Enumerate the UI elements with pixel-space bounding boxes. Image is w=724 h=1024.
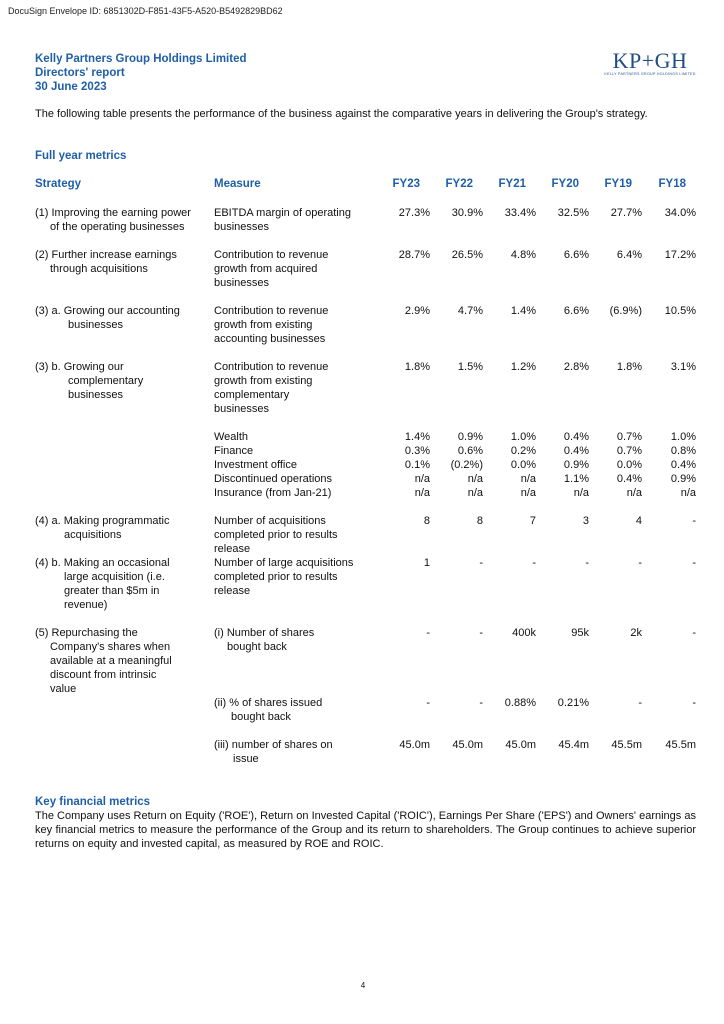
value-line: 0.0%	[616, 459, 642, 471]
strategy-line: (4) a. Making programmatic	[35, 515, 170, 527]
value-cell-fy21: 7	[529, 515, 536, 527]
measure-line: bought back	[231, 711, 291, 723]
value-line: 1.1%	[563, 473, 589, 485]
value-line: 0.4%	[563, 445, 589, 457]
header-fy23: FY23	[392, 178, 420, 190]
page-number: 4	[360, 981, 366, 990]
value-cell-fy18: -	[692, 627, 696, 639]
value-cell-fy20: 45.4m	[558, 739, 589, 751]
value-cell-fy19: (6.9%)	[609, 305, 642, 317]
measure-line: EBITDA margin of operating	[214, 207, 351, 219]
strategy-line: discount from intrinsic	[50, 669, 157, 681]
strategy-cell	[35, 360, 207, 402]
header-fy19: FY19	[604, 178, 632, 190]
strategy-line: (4) b. Making an occasional	[35, 557, 170, 569]
header-fy20: FY20	[551, 178, 579, 190]
value-cell-fy22: 4.7%	[457, 305, 483, 317]
value-line: 0.6%	[457, 445, 483, 457]
value-line: 1.0%	[510, 431, 536, 443]
value-line: 0.8%	[670, 445, 696, 457]
strategy-line: complementary	[68, 375, 144, 387]
value-cell-fy18: -	[692, 697, 696, 709]
value-cell-fy19: 27.7%	[610, 207, 642, 219]
measure-line: Number of large acquisitions	[214, 557, 354, 569]
value-cell-fy20: -	[585, 557, 589, 569]
value-cell-fy18: 17.2%	[664, 249, 696, 261]
strategy-line: Company's shares when	[50, 641, 171, 653]
strategy-line: (3) b. Growing our	[35, 361, 124, 373]
strategy-line: (2) Further increase earnings	[35, 249, 177, 261]
strategy-line: businesses	[68, 319, 124, 331]
report-header	[35, 52, 247, 94]
measure-line: Number of acquisitions	[214, 515, 326, 527]
strategy-line: revenue)	[64, 599, 108, 611]
company-name: Kelly Partners Group Holdings Limited	[35, 53, 247, 65]
value-cell-fy23: 2.9%	[404, 305, 430, 317]
value-cell-fy20: 2.8%	[563, 361, 589, 373]
strategy-line: value	[50, 683, 77, 695]
strategy-line: through acquisitions	[50, 263, 148, 275]
value-cell-fy18: 45.5m	[665, 739, 696, 751]
strategy-line: available at a meaningful	[50, 655, 172, 667]
header-measure: Measure	[214, 178, 261, 190]
measure-line: businesses	[214, 277, 270, 289]
value-cell-fy18	[646, 430, 696, 500]
value-cell-fy19: 6.4%	[616, 249, 642, 261]
measure-line: growth from existing	[214, 375, 313, 387]
value-cell-fy18: -	[692, 557, 696, 569]
value-cell-fy21: 33.4%	[504, 207, 536, 219]
value-cell-fy22: -	[479, 697, 483, 709]
measure-line: completed prior to results	[214, 529, 338, 541]
value-cell-fy22	[433, 430, 483, 500]
value-cell-fy18: 3.1%	[670, 361, 696, 373]
value-cell-fy21: -	[532, 557, 536, 569]
value-line: 0.4%	[670, 459, 696, 471]
value-cell-fy22: -	[479, 627, 483, 639]
measure-line: (i) Number of shares	[214, 627, 315, 639]
value-cell-fy20	[539, 430, 589, 500]
value-cell-fy19: 45.5m	[611, 739, 642, 751]
measure-line: issue	[233, 753, 259, 765]
measure-line: Wealth	[214, 431, 249, 443]
measure-cell	[214, 556, 379, 598]
value-line: 0.7%	[616, 445, 642, 457]
full-year-metrics-title: Full year metrics	[35, 150, 127, 162]
value-line: 0.9%	[457, 431, 483, 443]
value-line: n/a	[680, 487, 696, 499]
measure-line: bought back	[227, 641, 287, 653]
value-cell-fy21: 4.8%	[510, 249, 536, 261]
value-line: 0.2%	[510, 445, 536, 457]
value-cell-fy22: 26.5%	[451, 249, 483, 261]
header-strategy: Strategy	[35, 178, 82, 190]
value-cell-fy20: 3	[582, 515, 589, 527]
docusign-envelope-id: DocuSign Envelope ID: 6851302D-F851-43F5-A520-B5492829BD62	[8, 6, 283, 16]
key-financial-metrics	[35, 795, 696, 851]
value-cell-fy22: 30.9%	[451, 207, 483, 219]
value-line: n/a	[467, 473, 483, 485]
measure-line: growth from acquired	[214, 263, 318, 275]
value-cell-fy23: 8	[423, 515, 430, 527]
strategy-line: acquisitions	[64, 529, 122, 541]
value-line: 1.0%	[670, 431, 696, 443]
value-cell-fy23: -	[426, 697, 430, 709]
measure-line: (ii) % of shares issued	[214, 697, 323, 709]
strategy-line: large acquisition (i.e.	[64, 571, 165, 583]
value-cell-fy21	[486, 430, 536, 500]
value-cell-fy21: 0.88%	[504, 697, 536, 709]
value-cell-fy21: 45.0m	[505, 739, 536, 751]
value-cell-fy20: 95k	[571, 627, 589, 639]
strategy-cell	[35, 514, 207, 542]
measure-line: (iii) number of shares on	[214, 739, 333, 751]
value-line: 0.9%	[563, 459, 589, 471]
measure-line: accounting businesses	[214, 333, 326, 345]
strategy-cell	[35, 248, 207, 276]
value-cell-fy20: 6.6%	[563, 305, 589, 317]
measure-line: release	[214, 585, 251, 597]
header-fy22: FY22	[445, 178, 473, 190]
value-line: 0.0%	[510, 459, 536, 471]
value-cell-fy19: -	[638, 557, 642, 569]
measure-cell	[214, 738, 379, 766]
value-line: n/a	[626, 487, 642, 499]
measure-cell	[214, 360, 379, 416]
strategy-cell	[35, 626, 207, 696]
value-line: 0.4%	[563, 431, 589, 443]
value-line: 0.1%	[404, 459, 430, 471]
strategy-cell	[35, 206, 207, 234]
logo-text: KP+GH	[612, 48, 688, 73]
value-cell-fy18: -	[692, 515, 696, 527]
key-metrics-body: The Company uses Return on Equity ('ROE'), Return on Invested Capital ('ROIC'), Earnings Per Share ('EPS') and Owners' earnings as key financial metrics to measure the performance of the Group and its return to shareholders. The Group continues to achieve superior returns on equity and invested capital, as measured by ROE and ROIC.	[35, 810, 696, 850]
value-line: n/a	[573, 487, 589, 499]
value-cell-fy22: 1.5%	[457, 361, 483, 373]
value-cell-fy20: 32.5%	[557, 207, 589, 219]
header-fy18: FY18	[658, 178, 686, 190]
value-line: n/a	[414, 487, 430, 499]
value-cell-fy18: 10.5%	[664, 305, 696, 317]
value-cell-fy23: 28.7%	[398, 249, 430, 261]
value-cell-fy23	[380, 430, 430, 500]
measure-line: growth from existing	[214, 319, 313, 331]
key-metrics-title: Key financial metrics	[35, 796, 151, 808]
value-cell-fy20: 6.6%	[563, 249, 589, 261]
strategy-cell	[35, 556, 207, 612]
measure-line: Contribution to revenue	[214, 361, 329, 373]
strategy-line: (3) a. Growing our accounting	[35, 305, 180, 317]
report-title: Directors' report	[35, 67, 125, 79]
value-cell-fy22: 8	[476, 515, 483, 527]
strategy-cell	[35, 304, 207, 332]
value-cell-fy19	[592, 430, 642, 500]
value-line: 1.4%	[404, 431, 430, 443]
intro-paragraph: The following table presents the performance of the business against the comparative years in delivering the Group's strategy.	[35, 108, 648, 120]
strategy-line: of the operating businesses	[50, 221, 185, 233]
value-line: n/a	[414, 473, 430, 485]
measure-line: businesses	[214, 221, 270, 233]
value-cell-fy18: 34.0%	[664, 207, 696, 219]
value-cell-fy23: 1.8%	[404, 361, 430, 373]
measure-line: completed prior to results	[214, 571, 338, 583]
value-line: 0.4%	[616, 473, 642, 485]
kpgh-logo	[598, 50, 702, 76]
value-cell-fy22: 45.0m	[452, 739, 483, 751]
measure-line: Discontinued operations	[214, 473, 333, 485]
value-cell-fy21: 1.2%	[510, 361, 536, 373]
measure-line: release	[214, 543, 251, 555]
measure-line: Contribution to revenue	[214, 305, 329, 317]
strategy-line: (5) Repurchasing the	[35, 627, 138, 639]
strategy-line: businesses	[68, 389, 124, 401]
strategy-line: (1) Improving the earning power	[35, 207, 191, 219]
measure-cell	[214, 206, 379, 234]
logo-subtitle: KELLY PARTNERS GROUP HOLDINGS LIMITED	[604, 72, 696, 76]
value-cell-fy23: 1	[423, 557, 430, 569]
value-line: 0.3%	[404, 445, 430, 457]
value-cell-fy23: -	[426, 627, 430, 639]
measure-line: complementary	[214, 389, 290, 401]
measure-line: businesses	[214, 403, 270, 415]
value-line: 0.7%	[616, 431, 642, 443]
value-cell-fy19: 1.8%	[616, 361, 642, 373]
value-line: n/a	[520, 473, 536, 485]
value-line: 0.9%	[670, 473, 696, 485]
measure-cell	[214, 248, 379, 290]
measure-cell	[214, 304, 379, 346]
value-cell-fy22: -	[479, 557, 483, 569]
measure-cell	[214, 430, 379, 500]
value-cell-fy19: -	[638, 697, 642, 709]
measure-line: Finance	[214, 445, 254, 457]
value-line: n/a	[467, 487, 483, 499]
report-date: 30 June 2023	[35, 81, 107, 93]
value-line: (0.2%)	[450, 459, 483, 471]
strategy-line: greater than $5m in	[64, 585, 160, 597]
measure-line: Insurance (from Jan-21)	[214, 487, 332, 499]
measure-line: Investment office	[214, 459, 297, 471]
value-cell-fy19: 2k	[630, 627, 642, 639]
value-cell-fy19: 4	[635, 515, 642, 527]
value-cell-fy23: 27.3%	[398, 207, 430, 219]
measure-cell	[214, 626, 379, 654]
value-cell-fy23: 45.0m	[399, 739, 430, 751]
value-cell-fy20: 0.21%	[557, 697, 589, 709]
value-line: n/a	[520, 487, 536, 499]
value-cell-fy21: 400k	[512, 627, 536, 639]
measure-cell	[214, 696, 379, 724]
header-fy21: FY21	[498, 178, 526, 190]
measure-cell	[214, 514, 379, 556]
value-cell-fy21: 1.4%	[510, 305, 536, 317]
measure-line: Contribution to revenue	[214, 249, 329, 261]
